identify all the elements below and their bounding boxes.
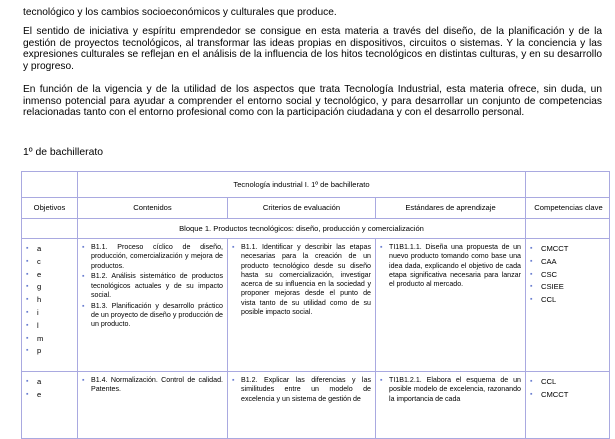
- bullet-icon: ▪: [26, 347, 29, 355]
- objective-item: [26, 281, 73, 294]
- objective-item: [26, 294, 73, 307]
- bullet-icon: ▪: [82, 302, 85, 310]
- header-competencias: Competencias clave: [526, 198, 610, 219]
- competency-item: [530, 243, 607, 256]
- competencias-cell: [526, 239, 610, 372]
- bullet-icon: ▪: [26, 245, 29, 252]
- item-text: a: [37, 377, 42, 386]
- objective-item: [26, 320, 73, 333]
- competency-item: [530, 389, 607, 402]
- objective-item: [26, 345, 73, 358]
- competency-item: [530, 294, 607, 307]
- contenidos-cell: [78, 372, 228, 439]
- bullet-icon: ▪: [26, 378, 29, 385]
- header-objetivos: Objetivos: [22, 198, 78, 219]
- header-criterios: Criterios de evaluación: [228, 198, 376, 219]
- objective-item: [26, 333, 73, 346]
- bullet-icon: ▪: [380, 377, 383, 384]
- objective-item: [26, 243, 73, 256]
- block-title: Bloque 1. Productos tecnológicos: diseño, producción y comercialización: [78, 219, 526, 239]
- contenidos-cell: [78, 239, 228, 372]
- item-text: CMCCT: [541, 389, 569, 399]
- competency-item: [530, 269, 607, 282]
- item-text: a: [37, 244, 42, 253]
- bullet-icon: ▪: [530, 296, 533, 304]
- competency-item: [530, 376, 607, 389]
- bullet-icon: ▪: [26, 321, 29, 329]
- item-text: B1.4. Normalización. Control de calidad. Patentes.: [91, 376, 223, 394]
- item-text: CSIEE: [541, 282, 564, 292]
- list-item: [82, 272, 223, 300]
- bullet-icon: ▪: [26, 308, 29, 316]
- bullet-icon: ▪: [26, 270, 29, 278]
- item-text: i: [37, 307, 39, 317]
- item-text: B1.2. Análisis sistemático de productos tecnológicos actuales y de su impacto social.: [91, 272, 223, 299]
- item-text: l: [37, 320, 39, 330]
- objective-item: [26, 269, 73, 282]
- bullet-icon: ▪: [530, 257, 533, 265]
- table-title: Tecnología industrial I. 1º de bachillerato: [78, 172, 526, 198]
- list-item: [82, 243, 223, 271]
- item-text: p: [37, 346, 42, 356]
- item-text: CSC: [541, 269, 558, 279]
- item-text: m: [37, 333, 44, 343]
- objective-item: [26, 376, 73, 389]
- bullet-icon: ▪: [26, 296, 29, 304]
- list-item: [380, 376, 521, 404]
- estandares-cell: [376, 239, 526, 372]
- bullet-icon: ▪: [530, 390, 533, 398]
- competency-item: [530, 256, 607, 269]
- list-item: [380, 243, 521, 289]
- table-title-row: [22, 172, 609, 198]
- item-text: CCL: [541, 295, 557, 305]
- item-text: g: [37, 282, 42, 292]
- list-item: [232, 243, 371, 317]
- item-text: B1.1. Identificar y describir las etapas necesarias para la creación de un producto tecnológico desde su diseño hasta su comercialización, investigar acerca de su influencia en la sociedad y proponer mejoras desde el punto de vista tanto de su utilidad como de su posible impacto social.: [241, 243, 371, 317]
- item-text: c: [37, 256, 41, 266]
- table-header-row: [22, 198, 609, 219]
- objective-item: [26, 307, 73, 320]
- bullet-icon: ▪: [26, 257, 29, 265]
- competency-item: [530, 281, 607, 294]
- bullet-icon: ▪: [530, 245, 533, 252]
- bullet-icon: ▪: [232, 244, 235, 251]
- item-text: e: [37, 389, 42, 399]
- objetivos-cell: [22, 239, 78, 372]
- competencias-cell: [526, 372, 610, 439]
- block-title-row: [22, 219, 609, 239]
- item-text: CMCCT: [541, 244, 569, 253]
- table-row: [22, 239, 609, 372]
- item-text: CCL: [541, 377, 557, 386]
- table-row: [22, 372, 609, 439]
- item-text: TI1B1.2.1. Elabora el esquema de un posible modelo de excelencia, razonando la importancia de cada: [389, 376, 521, 403]
- bullet-icon: ▪: [82, 244, 85, 251]
- item-text: e: [37, 269, 42, 279]
- item-text: B1.3. Planificación y desarrollo práctico de un proyecto de diseño y producción de un producto.: [91, 301, 223, 329]
- bullet-icon: ▪: [380, 244, 383, 251]
- section-title: 1º de bachillerato: [23, 147, 104, 158]
- bullet-icon: ▪: [26, 390, 29, 398]
- bullet-icon: ▪: [232, 377, 235, 384]
- paragraph-1: tecnológico y los cambios socioeconómicos y culturales que produce.: [23, 7, 337, 18]
- objective-item: [26, 256, 73, 269]
- bullet-icon: ▪: [26, 283, 29, 291]
- bullet-icon: ▪: [82, 377, 85, 384]
- list-item: [82, 376, 223, 395]
- item-text: B1.1. Proceso cíclico de diseño, producción, comercialización y mejora de productos.: [91, 243, 223, 270]
- item-text: TI1B1.1.1. Diseña una propuesta de un nuevo producto tomando como base una idea dada, explicando el objetivo de cada etapa significativa necesaria para lanzar el producto al mercado.: [389, 243, 521, 289]
- paragraph-2: El sentido de iniciativa y espíritu emprendedor se consigue en esta materia a través del diseño, de la planificación y de la gestión de proyectos tecnológicos, al transformar las ideas propias en dispositivos, circuitos o sistemas. Y la conciencia y las expresiones culturales se reflejan en el análisis de la influencia de los hitos tecnológicos en distintas culturas, y en su desarrollo y progreso.: [23, 26, 602, 72]
- header-contenidos: Contenidos: [78, 198, 228, 219]
- bullet-icon: ▪: [26, 334, 29, 342]
- objective-item: [26, 389, 73, 402]
- item-text: CAA: [541, 256, 557, 266]
- item-text: h: [37, 295, 42, 305]
- header-estandares: Estándares de aprendizaje: [376, 198, 526, 219]
- criterios-cell: [228, 239, 376, 372]
- curriculum-table: [21, 171, 610, 439]
- bullet-icon: ▪: [530, 283, 533, 291]
- list-item: [232, 376, 371, 404]
- list-item: [82, 302, 223, 330]
- paragraph-3: En función de la vigencia y de la utilidad de los aspectos que trata Tecnología Industrial, esta materia ofrece, sin duda, un inmenso potencial para ayudar a comprender el entorno social y tecnológico, y para desarrollar un conjunto de competencias relacionadas tanto con el entorno profesional como con la participación ciudadana y con el desarrollo personal.: [23, 84, 602, 119]
- objetivos-cell: [22, 372, 78, 439]
- estandares-cell: [376, 372, 526, 439]
- criterios-cell: [228, 372, 376, 439]
- bullet-icon: ▪: [530, 270, 533, 278]
- bullet-icon: ▪: [82, 273, 85, 281]
- bullet-icon: ▪: [530, 378, 533, 385]
- item-text: B1.2. Explicar las diferencias y las similitudes entre un modelo de excelencia y un sistema de gestión de: [241, 376, 371, 403]
